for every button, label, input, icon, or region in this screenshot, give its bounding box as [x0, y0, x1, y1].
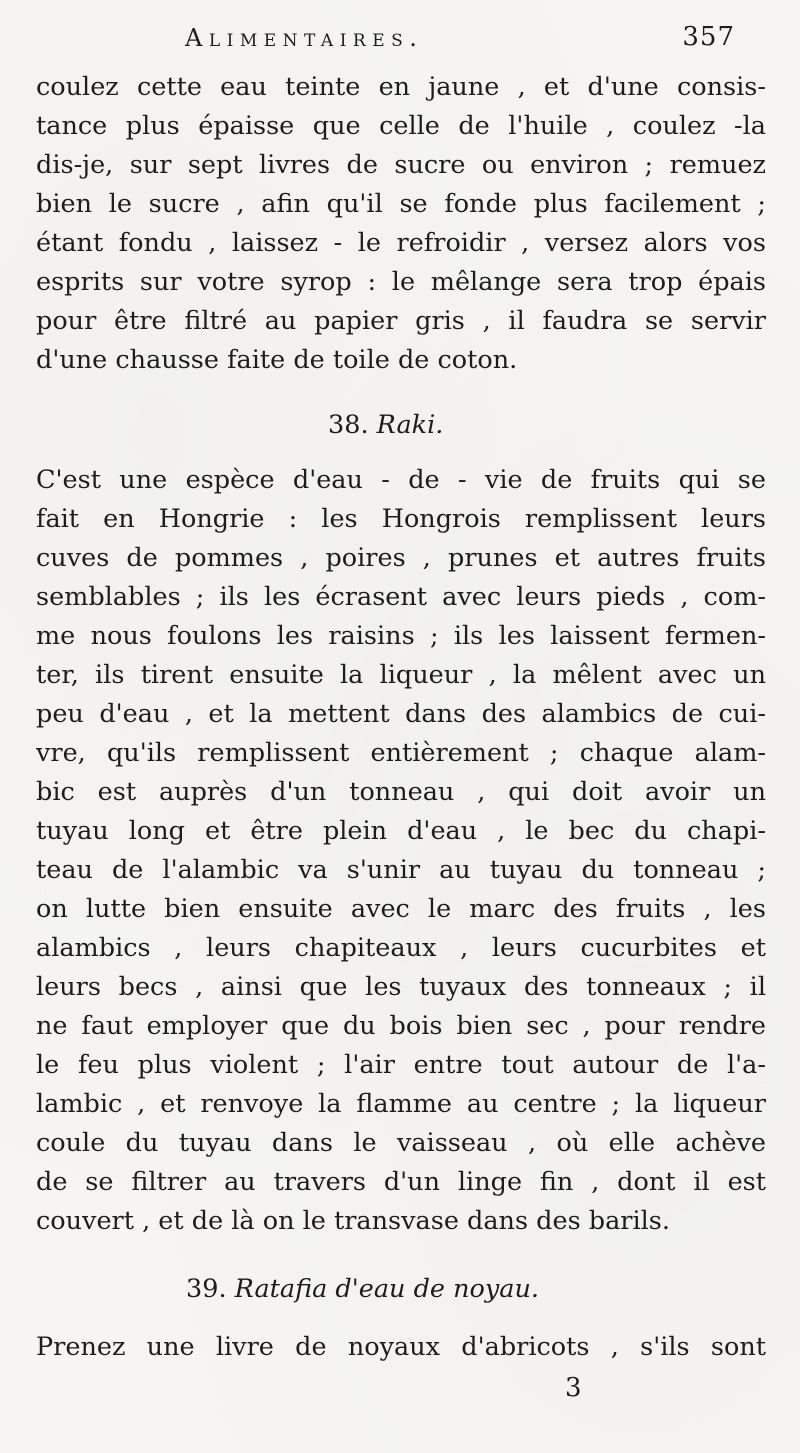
text-line: fait en Hongrie : les Hongrois remplissent leurs — [36, 504, 766, 534]
text-line: peu d'eau , et la mettent dans des alambics de cui- — [36, 699, 766, 729]
text-line: me nous foulons les raisins ; ils les laissent fermen- — [36, 621, 766, 651]
text-line: dis-je, sur sept livres de sucre ou environ ; remuez — [36, 150, 766, 180]
text-line: tuyau long et être plein d'eau , le bec du chapi- — [36, 816, 766, 846]
paragraph-continued — [36, 68, 766, 380]
text-line: le feu plus violent ; l'air entre tout autour de l'a- — [36, 1050, 766, 1080]
text-line: teau de l'alambic va s'unir au tuyau du tonneau ; — [36, 855, 766, 885]
text-line: cuves de pommes , poires , prunes et autres fruits — [36, 543, 766, 573]
section-number: 38. — [328, 410, 369, 440]
text-line: pour être filtré au papier gris , il faudra se servir — [36, 306, 766, 336]
page-header — [185, 20, 745, 60]
paragraph-raki — [36, 461, 766, 1241]
text-line: C'est une espèce d'eau - de - vie de fruits qui se — [36, 465, 766, 495]
text-line: semblables ; ils les écrasent avec leurs pieds , com- — [36, 582, 766, 612]
text-line: Prenez une livre de noyaux d'abricots , s'ils sont — [36, 1332, 766, 1362]
section-title: Raki. — [376, 410, 444, 440]
section-heading-38 — [328, 406, 443, 445]
section-number: 39. — [186, 1274, 227, 1304]
text-line: de se filtrer au travers d'un linge fin , dont il est — [36, 1167, 766, 1197]
text-line: tance plus épaisse que celle de l'huile , coulez -la — [36, 111, 766, 141]
text-line: leurs becs , ainsi que les tuyaux des tonneaux ; il — [36, 972, 766, 1002]
text-line: on lutte bien ensuite avec le marc des fruits , les — [36, 894, 766, 924]
paragraph-ratafia — [36, 1328, 766, 1367]
text-line: vre, qu'ils remplissent entièrement ; chaque alam- — [36, 738, 766, 768]
text-line: bien le sucre , afin qu'il se fonde plus facilement ; — [36, 189, 766, 219]
text-line: ter, ils tirent ensuite la liqueur , la mêlent avec un — [36, 660, 766, 690]
section-heading-39 — [186, 1270, 539, 1309]
text-line: étant fondu , laissez - le refroidir , versez alors vos — [36, 228, 766, 258]
text-line: bic est auprès d'un tonneau , qui doit avoir un — [36, 777, 766, 807]
text-line: alambics , leurs chapiteaux , leurs cucurbites et — [36, 933, 766, 963]
text-line: lambic , et renvoye la flamme au centre ; la liqueur — [36, 1089, 766, 1119]
text-line: ne faut employer que du bois bien sec , pour rendre — [36, 1011, 766, 1041]
text-line: coule du tuyau dans le vaisseau , où elle achève — [36, 1128, 766, 1158]
text-line: coulez cette eau teinte en jaune , et d'une consis- — [36, 72, 766, 102]
signature-mark: 3 — [565, 1373, 582, 1403]
text-line: esprits sur votre syrop : le mêlange sera trop épais — [36, 267, 766, 297]
section-title: Ratafia d'eau de noyau. — [234, 1274, 540, 1304]
text-line: couvert , et de là on le transvase dans des barils. — [36, 1206, 670, 1236]
running-head: Alimentaires. — [185, 24, 424, 52]
text-line: d'une chausse faite de toile de coton. — [36, 345, 518, 375]
page-number: 357 — [682, 22, 735, 52]
